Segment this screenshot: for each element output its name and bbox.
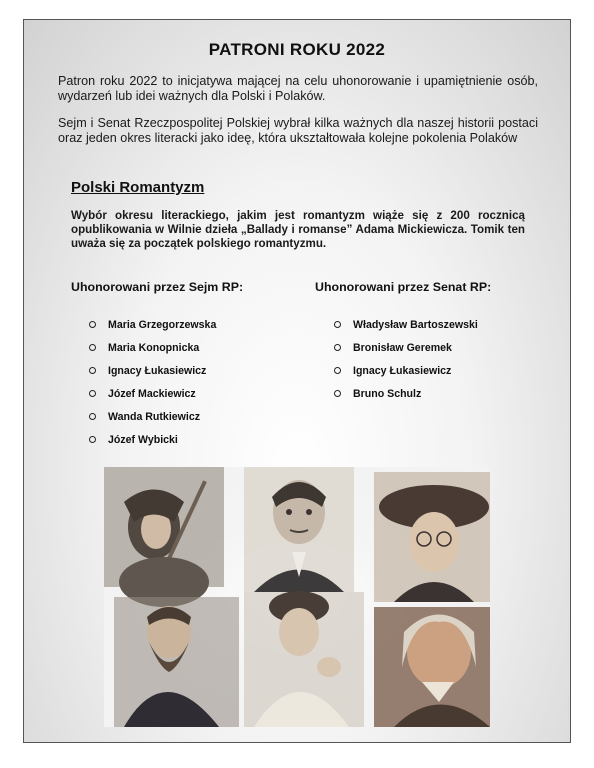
honoree-name: Józef Wybicki bbox=[108, 434, 178, 446]
bullet-icon bbox=[89, 321, 96, 328]
sejm-list bbox=[89, 318, 216, 456]
bullet-icon bbox=[89, 367, 96, 374]
honoree-name: Bronisław Geremek bbox=[353, 342, 452, 354]
list-item bbox=[334, 318, 478, 341]
list-item bbox=[334, 341, 478, 364]
bullet-icon bbox=[334, 367, 341, 374]
list-item bbox=[334, 387, 478, 410]
honoree-name: Władysław Bartoszewski bbox=[353, 319, 478, 331]
bullet-icon bbox=[334, 344, 341, 351]
list-item bbox=[89, 433, 216, 456]
bullet-icon bbox=[89, 436, 96, 443]
bullet-icon bbox=[334, 321, 341, 328]
senat-heading: Uhonorowani przez Senat RP: bbox=[315, 280, 492, 294]
bullet-icon bbox=[89, 413, 96, 420]
honoree-name: Ignacy Łukasiewicz bbox=[353, 365, 452, 377]
section-text: Wybór okresu literackiego, jakim jest romantyzm wiąże się z 200 rocznicą opublikowania w Wilnie dzieła „Ballady i romanse” Adama Mickiewicza. Tomik ten uważa się za początek polskiego romantyzmu. bbox=[71, 209, 525, 250]
honoree-name: Maria Konopnicka bbox=[108, 342, 200, 354]
list-item bbox=[89, 341, 216, 364]
honoree-name: Wanda Rutkiewicz bbox=[108, 411, 201, 423]
sejm-heading: Uhonorowani przez Sejm RP: bbox=[71, 280, 244, 294]
honoree-name: Ignacy Łukasiewicz bbox=[108, 365, 207, 377]
list-item bbox=[89, 410, 216, 433]
poster-page bbox=[23, 19, 571, 743]
bullet-icon bbox=[89, 344, 96, 351]
list-item bbox=[89, 387, 216, 410]
honoree-name: Maria Grzegorzewska bbox=[108, 319, 217, 331]
list-item bbox=[334, 364, 478, 387]
senat-list bbox=[334, 318, 478, 410]
portrait-collage-image bbox=[104, 467, 490, 727]
honoree-name: Bruno Schulz bbox=[353, 388, 422, 400]
section-title: Polski Romantyzm bbox=[71, 179, 205, 196]
page-title: PATRONI ROKU 2022 bbox=[208, 40, 386, 59]
intro-paragraph-1: Patron roku 2022 to inicjatywa mającej na celu uhonorowanie i upamiętnienie osób, wydarzeń lub idei ważnych dla Polski i Polaków. bbox=[58, 74, 538, 103]
bullet-icon bbox=[89, 390, 96, 397]
honoree-name: Józef Mackiewicz bbox=[108, 388, 196, 400]
bullet-icon bbox=[334, 390, 341, 397]
list-item bbox=[89, 364, 216, 387]
intro-paragraph-2: Sejm i Senat Rzeczpospolitej Polskiej wybrał kilka ważnych dla naszej historii postaci oraz jeden okres literacki jako ideę, która ukształtowała kolejne pokolenia Polaków bbox=[58, 116, 538, 145]
list-item bbox=[89, 318, 216, 341]
